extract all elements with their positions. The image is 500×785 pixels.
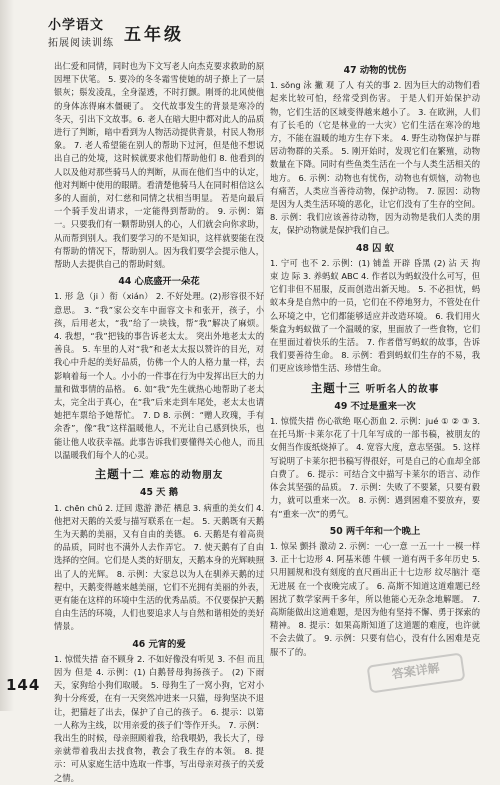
answer-paragraph: 1. chēn chǔ 2. 迂回 遨游 渺茫 栖息 3. 病重的美女们 4. 他把对天鹅的关爱与描写联系在一起。 5. 天鹅既有天鹅生为天鹅的美丽，又有自由的美德。 6. 天鹅是有着高贵的品质，同时也不满外人去作弄它。 7. 使天鹅有了自由选择的空间。它们是人类的好朋友，天鹅本身的光辉映照出了人的光辉。 8. 示例：大家总以为人在驯养天鹅的过程中，天鹅变得越来越美丽，它们不光拥有美丽的外表，更有能在这样的环境中生活的优秀品质。不仅要保护天鹅自由生活的环境，人们也要追求人与自然和谐相处的美好情景。 xyxy=(54,502,264,632)
theme-heading-13 xyxy=(270,382,480,396)
theme-number: 主题十二 xyxy=(94,467,145,482)
answer-paragraph: 1. 惊慌失措 奋不顾身 2. 不如好像没有听见 3. 不但 而且 因为 但是 4. 示例：(1) 白鹅替母狗扬孩子。 (2) 下雨天，家狗给小狗们取暖。 5. 母狗生了一窝小狗，它对小狗十分疼爱，在有一天突然冲进来一只猫，母狗坚决不退让，把猫赶了出去，保护了自己的孩子。 6. 提示：以第一人称为主线，以'用亲爱的孩子们'等作开头。 7. 示例：我出生的时候，母亲照顾着我，给我喂奶，我长大了，母亲就带着我出去找食物，教会了我生存的本领。 8. 提示：可从家庭生活中选取一件事，写出母亲对孩子的关爱之情。 xyxy=(54,653,264,783)
series-title: 小学语文 xyxy=(48,18,105,33)
answer-paragraph: 1. 惊呆 颤抖 激动 2. 示例：一心一意 一五一十 一模一样 3. 正十七边形 4. 阿基米德 牛顿 一道有两千多年历史 5. 只用圆规和没有刻度的直尺画出正十七边形 纹尽脑汁 毫无进展 在一个夜晚完成了。 6. 高斯不知道这道难题已经困扰了数学家两千多年，所以他能心无杂念地解题。 7. 高斯能做出这道难题，是因为他有坚持不懈、勇于探索的精神。 8. 提示：如果高斯知道了这道题的难度，也许就不会去做了。 9. 示例：只要有信心，没有什么困难是克服不了的。 xyxy=(270,540,480,657)
section-title-50: 50 两千年和一个晚上 xyxy=(329,525,421,537)
section-title-49: 49 不过是重来一次 xyxy=(334,400,416,412)
theme-heading-12 xyxy=(54,468,264,482)
answer-paragraph: 1. 宁可 也不 2. 示例：(1) 铺盖 开辟 昏黑 (2) 沾 天 拘 束 边 际 3. 养蚂蚁 ABC 4. 作者以为蚂蚁没什么可写，但它们非但不屈服，反而创造出新天地。 5. 不必担忧，蚂蚁本身是自然中的一员，它们在不停地努力，不管处在什么环境之中，它们都能够适应并改造环境。 6. 我们用火柴盒为蚂蚁做了一个温暖的家，里面放了一些食物，它们在里面过着快乐的生活。 7. 作者借写蚂蚁的故事，告诉我们要善待生命。 8. 示例：看到蚂蚁们生存的不易，我们更应该珍惜生活、珍惜生命。 xyxy=(270,257,480,374)
right-column xyxy=(270,60,480,700)
answer-paragraph: 出仁爱和同情，同时也为下文写老人向杰克要求救助的原因埋下伏笔。 5. 要冷的冬冬霜雪使她的胡子撩上了一层银灰；鬃发凌乱，全身湿透，不时打颤。刚哥的北风使他的身体冻得麻木僵硬了。 交代故事发生的背景是寒冷的冬天，引出下文故事。6. 老人在暗大胆中都对此人的品质进行了判断，暗中看到为人物活动提供背景，村民人物形象。 7. 老人希望能在别人的帮助下过河，但是他不想说出自己的处境，这时候就要求他们帮助他们 8. 他看到的人以及他对那些骑马人的判断，从而在他们当中的认定，他对判断中使用的眼睛。看清楚他骑马人在同时相信这么多的人面前，对仁慈和同情之状相当明显。 若是向最后一个骑手发出请求，一定能得到帮助的。 9. 示例：第一。只要我们有一颗帮助别人的心，人们就会向你求助，从而帮到别人。我们要学习的不是知识，这样就要能在没有帮助的情况下，帮助别人。因为我们要学会提示他人，帮助人去提供自己的帮助时刻。 xyxy=(54,61,264,270)
left-column xyxy=(54,60,264,783)
answer-paragraph: 1. 惊慌失措 伤心欲绝 呕心沥血 2. 示例：jué ① ② ③ 3. 在托马斯·卡莱尔花了十几年写成的一部书稿，被朋友的女佣当作废纸烧掉了。 4. 宽容大度，意志坚强。 5. 这样写说明了卡莱尔把书稿写得很好，可是自己的心血却全部白费了。 6. 提示：可结合文中描写卡莱尔的语言、动作体会其坚强的品质。 7. 示例：失败了不要紧，只要有毅力，就可以重来一次。 8. 示例：遇到困难不要放弃，要有“重来一次”的勇气。 xyxy=(270,416,480,519)
section-title-44: 44 心底盛开一朵花 xyxy=(118,276,200,288)
grade-label: 五年级 xyxy=(124,25,184,45)
series-subtitle: 拓展阅读训练 xyxy=(48,38,114,49)
theme-title: 难忘的动物朋友 xyxy=(149,470,224,482)
page-header xyxy=(48,14,208,54)
theme-number: 主题十三 xyxy=(310,380,361,395)
section-title-47: 47 动物的忧伤 xyxy=(343,65,407,76)
page-number: 144 xyxy=(6,676,41,694)
section-title-48: 48 囚 蚁 xyxy=(355,242,394,254)
section-title-45: 45 天 鹅 xyxy=(139,487,178,499)
watermark-stamp: 答案详解 xyxy=(367,652,466,693)
theme-title: 听听名人的故事 xyxy=(365,383,440,395)
answer-paragraph: 1. sǒng 泳 撇 观 了人 有关的事 2. 因为巨大的动物们看起来比较可怕，经常受到伤害。 于是人们开始保护动物，它们生活的区域变得越来越小了。 3. 在欧洲，人们有了长毛的（它是林业的一大灾）它们生活在寒冷的地方，不能在温暖的地方生存下来。 4. 野生动物保护与群居动物群的关系。 5. 刚开始时，发现它们在繁殖，动物数量在下降。同时有些鱼类生活在一个与人类生活相关的地方。 6. 示例：动物也有忧伤，动物也有烦恼，动物也有痛苦，人类应当善待动物，保护动物。 7. 原因：动物是因为人类生活环境的恶化，让它们没有了生存的空间。 8. 示例：我们应该善待动物，因为动物是我们人类的朋友，保护动物就是保护我们自己。 xyxy=(270,80,480,236)
book-spine-shadow xyxy=(0,0,14,711)
section-title-46: 46 元宵的爱 xyxy=(132,638,186,650)
answer-paragraph: 1. 形 急（ji ）衔（xián） 2. 不好处理。(2)形容很不好意思。 3. “我”家公交车中面容文卡和张开，孩子，小孩，后用老太，“我”给了一块钱，帮“我”解决了麻烦。 4. 我想，“我”把钱的事告诉老太太。 突出外地老太太的善良。 5. 车里的人对“我”和老太太报以赞许的目光，对我心中升起的美好品质，仿佛一个人的人格力量一样，去影响着每一个人。小小的一件事在行为中发挥出巨大的力量和做事情的品格。 6. 如“我”先生就热心地帮助了老太太，完全出于真心，在“我”后来走到车尾处，老太太也请她把车票给予她帮忙。 7. D 8. 示例：“赠人玫瑰，手有余香”，像“我”这样温暖他人，不光让自己感到快乐，也能让他人收获幸福。此事告诉我们要懂得关心他人，而且以温暖我们每个人的心灵。 xyxy=(54,291,264,460)
